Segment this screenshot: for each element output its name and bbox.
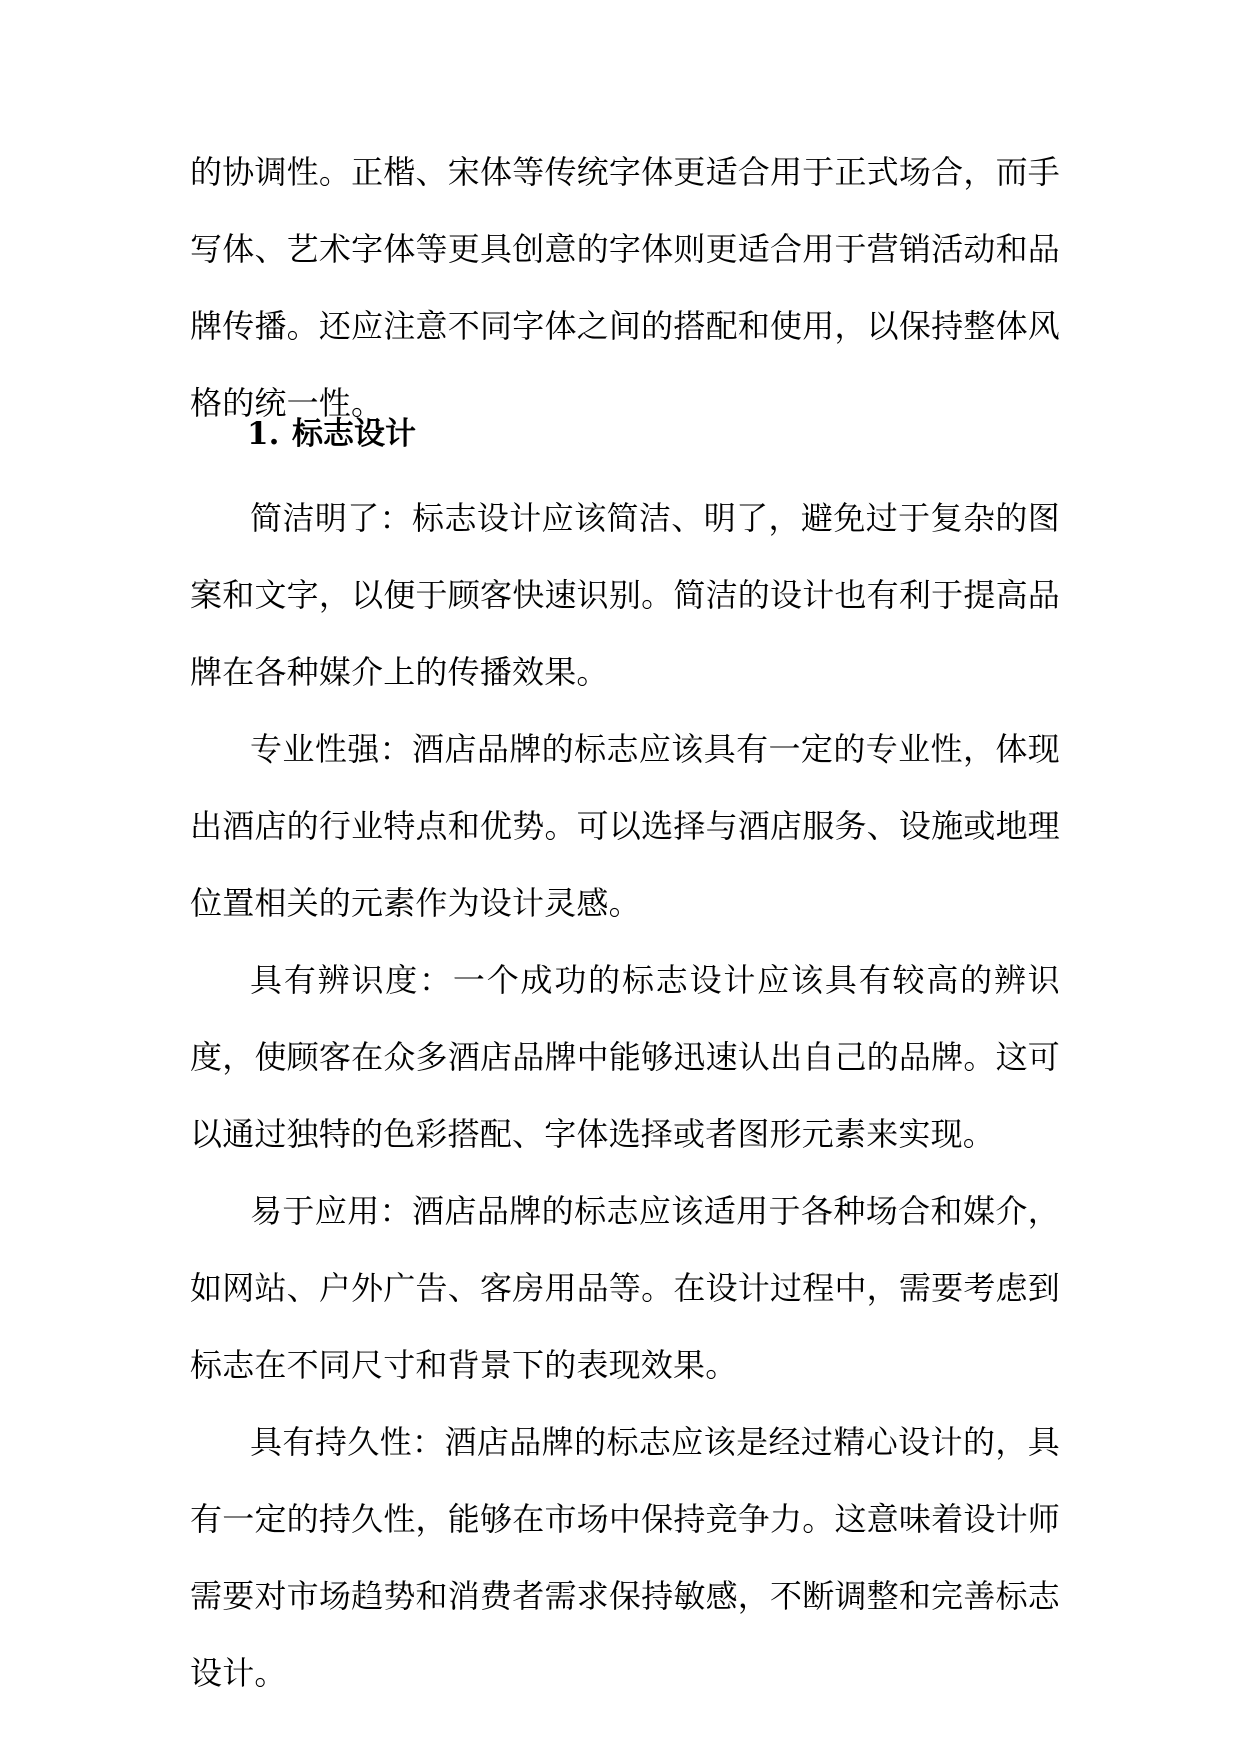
paragraph-simple-clear: 简洁明了：标志设计应该简洁、明了，避免过于复杂的图案和文字，以便于顾客快速识别。简洁的设计也有利于提高品牌在各种媒介上的传播效果。 bbox=[190, 499, 1060, 691]
section-heading-logo-design bbox=[247, 401, 416, 467]
paragraph-professional: 专业性强：酒店品牌的标志应该具有一定的专业性，体现出酒店的行业特点和优势。可以选择与酒店服务、设施或地理位置相关的元素作为设计灵感。 bbox=[190, 730, 1060, 922]
paragraph-recognizable: 具有辨识度：一个成功的标志设计应该具有较高的辨识度，使顾客在众多酒店品牌中能够迅速认出自己的品牌。这可以通过独特的色彩搭配、字体选择或者图形元素来实现。 bbox=[190, 961, 1060, 1153]
heading-title: 标志设计 bbox=[292, 416, 416, 452]
paragraph-font-coordination: 的协调性。正楷、宋体等传统字体更适合用于正式场合，而手写体、艺术字体等更具创意的字体则更适合用于营销活动和品牌传播。还应注意不同字体之间的搭配和使用，以保持整体风格的统一性。 bbox=[190, 153, 1060, 422]
heading-number: 1. bbox=[247, 416, 280, 452]
paragraph-easy-to-apply: 易于应用：酒店品牌的标志应该适用于各种场合和媒介，如网站、户外广告、客房用品等。在设计过程中，需要考虑到标志在不同尺寸和背景下的表现效果。 bbox=[190, 1192, 1060, 1384]
paragraph-durable: 具有持久性：酒店品牌的标志应该是经过精心设计的，具有一定的持久性，能够在市场中保持竞争力。这意味着设计师需要对市场趋势和消费者需求保持敏感，不断调整和完善标志设计。 bbox=[190, 1423, 1060, 1692]
